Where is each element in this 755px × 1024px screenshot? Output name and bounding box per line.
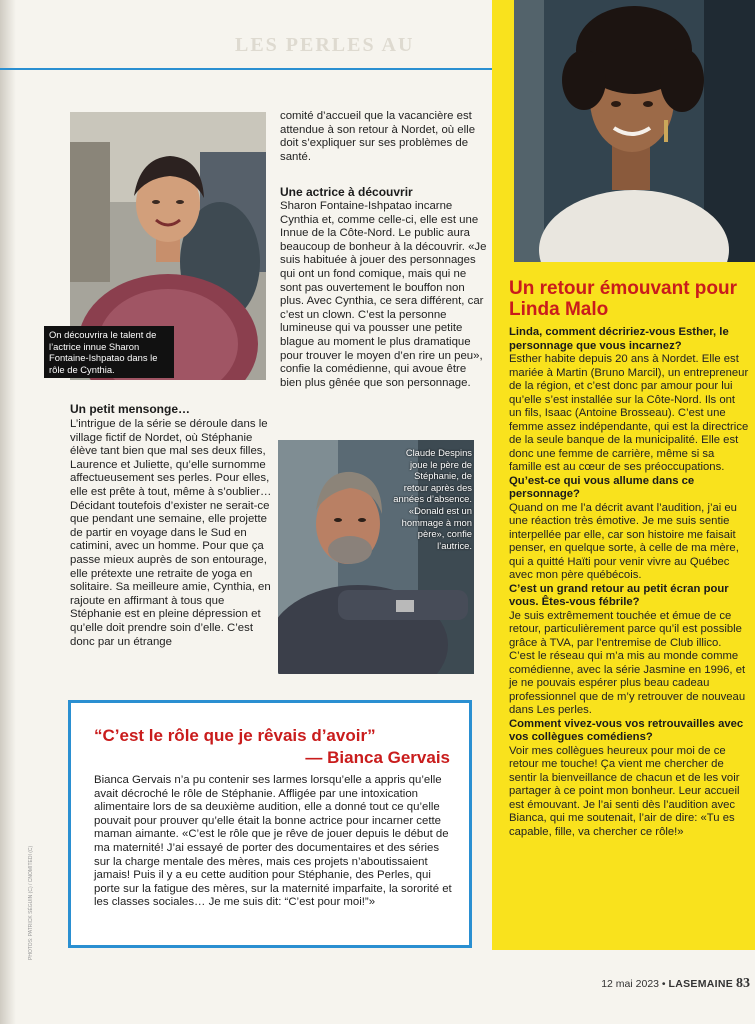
interview-answer: Esther habite depuis 20 ans à Nordet. Elle est mariée à Martin (Bruno Marcil), un entrepreneur de la région, et c’est donc par amour pour lui qu’elle s’est installée sur la Côte-Nord. Ils ont un fils, Isaac (Antoine Brosseau). C’est une femme assez indépendante, qui est la directrice de la seule banque de la municipalité. Elle est donc une femme de carrière, même si sa famille est au cœur de ses préoccupations. xyxy=(509,353,749,473)
interview-block xyxy=(509,475,749,583)
page-number: 83 xyxy=(736,976,750,991)
issue-date: 12 mai 2023 xyxy=(601,978,659,990)
photo-linda-malo xyxy=(514,0,755,262)
subhead-petit-mensonge: Un petit mensonge… xyxy=(70,402,191,416)
magazine-name: LASEMAINE xyxy=(668,978,734,990)
page-gutter xyxy=(0,0,16,1024)
top-rule xyxy=(0,68,492,70)
interview-question: C’est un grand retour au petit écran pour vous. Êtes-vous fébrile? xyxy=(509,582,729,608)
interview-answer: Voir mes collègues heureux pour moi de ce retour me touche! Ça vient me chercher de sentir la bienveillance de chacun et de les voir partager à ce point mon bonheur. Leur accueil est émouvant. Je l’ai senti dès l’audition avec Bianca, qui me soutenait, l’air de dire: «Tu es capable, fille, va chercher ce rôle!» xyxy=(509,744,740,838)
interview-question: Qu’est-ce qui vous allume dans ce personnage? xyxy=(509,474,695,500)
footer-bullet: • xyxy=(661,978,666,990)
page-footer xyxy=(560,976,750,992)
interview-block xyxy=(509,718,749,840)
interview-title: Un retour émouvant pour Linda Malo xyxy=(509,278,738,320)
interview-answer: Je suis extrêmement touchée et émue de ce retour, particulièrement parce qu’il est possible grâce à TVA, par l’entremise de Club illico. C’est le réseau qui m’a mis au monde comme comédienne, avec la série Jasmine en 1996, et je ne pouvais espérer plus beau cadeau professionnel que de m’y retrouver de nouveau dans Les perles. xyxy=(509,609,746,716)
interview-body xyxy=(509,326,749,839)
quote-author: — Bianca Gervais xyxy=(305,748,450,767)
quote-text: Bianca Gervais n’a pu contenir ses larmes lorsqu’elle a appris qu’elle avait décroché le rôle de Stéphanie. Affligée par une intoxication alimentaire lors de sa deuxième audition, elle a donné tout ce qu’elle pouvait pour prouver qu’elle était la bonne actrice pour incarner cette maman aimante. «C’est le rôle que je rêve de jouer depuis le début de ma maternité! J’ai essayé de porter des documentaires et des séries sur la charge mentale des mères, mais ces projets n’aboutissaient jamais! Puis il y a eu cette audition pour Stéphanie, des Perles, qui porte sur la fatigue des mères, sur la maternité imparfaite, la sororité et les classes sociales… Je me suis dit: “C’est pour moi!”» xyxy=(94,774,452,909)
subhead-actrice-a-decouvrir: Une actrice à découvrir xyxy=(280,185,413,199)
article-text-col1: L’intrigue de la série se déroule dans le village fictif de Nordet, où Stéphanie élève tant bien que mal ses deux filles, Laurence et Juliette, qu’elle surnomme affectueusement ses perles. Pour elles, elle est prête à tout, même à s’oublier… Décidant toutefois d’exister ne serait-ce que pendant une semaine, elle projette de partir en voyage dans le Sud en catimini, avec un homme. Pour que ça passe mieux auprès de son entourage, elle prétexte une retraite de yoga en solitaire. Sa meilleure amie, Cynthia, en rajoute en affirmant à tous que Stéphanie est en pleine dépression et qu’elle doit prendre soin d’elle. C’est donc par un étrange xyxy=(70,418,272,648)
caption-claude: Claude Despins joue le père de Stéphanie, de retour après des années d’absence. «Donald est un hommage à mon père», confie l’autrice. xyxy=(393,447,472,551)
article-text-col2-continuation: comité d’accueil que la vacancière est attendue à son retour à Nordet, où elle doit s’expliquer sur ses problèmes de santé. xyxy=(280,110,476,163)
interview-block xyxy=(509,583,749,718)
caption-sharon: On découvrira le talent de l’actrice innue Sharon Fontaine-Ishpatao dans le rôle de Cynthia. xyxy=(44,326,174,378)
photo-credit: PHOTOS: PATRICK SÉGUIN (C) / CNOMITEDI (C) xyxy=(28,845,34,960)
interview-question: Comment vivez-vous vos retrouvailles avec vos collègues comédiens? xyxy=(509,717,744,743)
article-text-col2: Sharon Fontaine-Ishpatao incarne Cynthia et, comme celle-ci, elle est une Innue de la Côte-Nord. Le public aura beaucoup de bonheur à la découvrir. «Je suis habituée à jouer des personnages qui ont un fond comique, mais qui ne sont pas ouvertement le bouffon non plus. Avec Cynthia, ce sera différent, car c’est un clown. C’est la personne lumineuse qui va pousser une petite blague au moment le plus dramatique pour trouver le moyen d’en rire un peu», confie la comédienne, qui avoue être bien plus gênée que son personnage. xyxy=(280,200,487,389)
interview-question: Linda, comment décririez-vous Esther, le personnage que vous incarnez? xyxy=(509,326,729,352)
quote-title: “C’est le rôle que je rêvais d’avoir” xyxy=(94,726,376,745)
interview-answer: Quand on me l’a décrit avant l’audition, j’ai eu une réaction très émotive. Je me suis sentie interpellée par elle, car son histoire me faisait penser, en quelque sorte, à celle de ma mère, qui a quitté Haïti pour venir vivre au Québec avec mon père québécois. xyxy=(509,501,739,581)
interview-block xyxy=(509,326,749,475)
ghost-headline: LES PERLES AU xyxy=(235,34,415,56)
